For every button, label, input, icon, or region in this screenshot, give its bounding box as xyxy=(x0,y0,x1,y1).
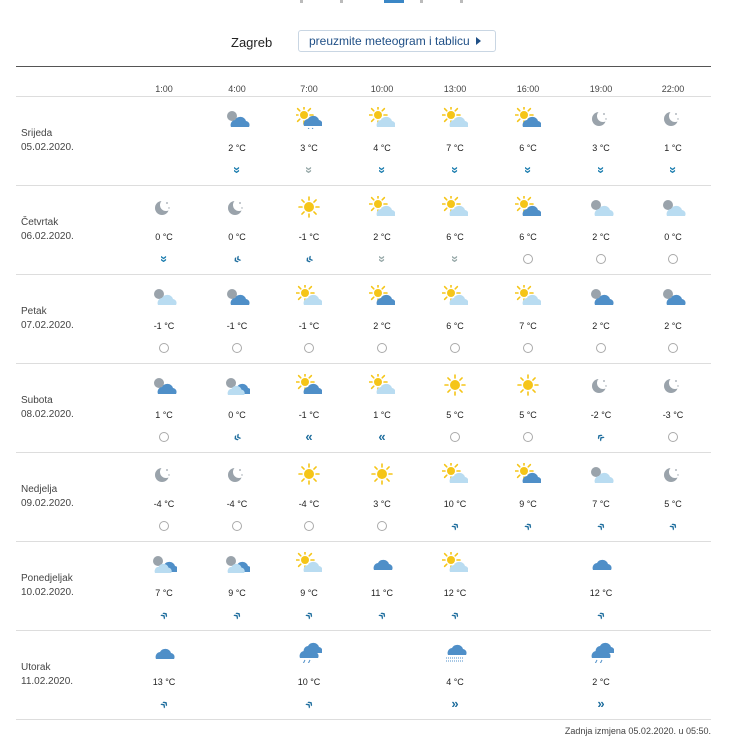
night-cloud-light-icon xyxy=(151,285,177,307)
temperature: 4 °C xyxy=(446,677,464,687)
wind-arrow-icon xyxy=(301,430,317,444)
temperature: 10 °C xyxy=(297,677,321,687)
moon-icon xyxy=(151,463,177,485)
temperature: 6 °C xyxy=(519,232,537,242)
calm-wind-icon xyxy=(520,341,536,355)
temperature: 3 °C xyxy=(373,499,391,509)
sun-cloud-light-icon xyxy=(442,285,468,307)
calm-wind-icon xyxy=(229,519,245,533)
wind-arrow-icon xyxy=(665,163,681,177)
moon-icon xyxy=(660,107,686,129)
forecast-cell xyxy=(648,631,698,719)
wind-arrow-icon xyxy=(665,519,681,533)
temperature: 6 °C xyxy=(446,232,464,242)
sun-cloud-light-icon xyxy=(442,196,468,218)
temperature: 10 °C xyxy=(443,499,467,509)
sun-cloud-icon xyxy=(515,463,541,485)
night-cloudy-light-icon xyxy=(224,374,250,396)
cloud-rain-icon xyxy=(296,641,322,663)
temperature: -3 °C xyxy=(662,410,684,420)
day-date: 06.02.2020. xyxy=(21,231,74,242)
wind-arrow-icon xyxy=(593,519,609,533)
wind-arrow-icon xyxy=(447,163,463,177)
wind-arrow-icon xyxy=(156,608,172,622)
calm-wind-icon xyxy=(520,252,536,266)
forecast-cell xyxy=(430,631,480,719)
hour-label: 16:00 xyxy=(516,84,540,94)
temperature: -4 °C xyxy=(226,499,248,509)
temperature: 1 °C xyxy=(664,143,682,153)
forecast-header xyxy=(0,30,731,54)
sun-cloud-light-icon xyxy=(369,107,395,129)
sun-cloud-light-icon xyxy=(515,285,541,307)
forecast-cell xyxy=(139,631,189,719)
temperature: 4 °C xyxy=(373,143,391,153)
sun-cloud-light-icon xyxy=(442,552,468,574)
calm-wind-icon xyxy=(665,430,681,444)
forecast-cell xyxy=(503,186,553,274)
day-label xyxy=(21,572,74,600)
night-cloud-light-icon xyxy=(588,196,614,218)
temperature: 2 °C xyxy=(228,143,246,153)
wind-arrow-icon xyxy=(374,608,390,622)
night-cloud-light-icon xyxy=(660,196,686,218)
calm-wind-icon xyxy=(374,341,390,355)
sun-cloud-drizzle-icon xyxy=(296,107,322,129)
forecast-cell xyxy=(284,453,334,541)
sun-icon xyxy=(369,463,395,485)
last-update-text: Zadnja izmjena 05.02.2020. u 05:50. xyxy=(564,726,711,736)
forecast-cell xyxy=(212,97,262,185)
sun-cloud-icon xyxy=(296,374,322,396)
moon-icon xyxy=(660,374,686,396)
temperature: 6 °C xyxy=(519,143,537,153)
forecast-cell xyxy=(648,542,698,630)
calm-wind-icon xyxy=(593,341,609,355)
forecast-cell xyxy=(648,364,698,452)
temperature: 1 °C xyxy=(155,410,173,420)
forecast-cell xyxy=(357,275,407,363)
calm-wind-icon xyxy=(665,341,681,355)
wind-arrow-icon xyxy=(229,430,245,444)
moon-icon xyxy=(588,107,614,129)
forecast-cell xyxy=(430,275,480,363)
sun-cloud-light-icon xyxy=(442,107,468,129)
forecast-cell xyxy=(576,97,626,185)
temperature: 12 °C xyxy=(443,588,467,598)
forecast-cell xyxy=(284,186,334,274)
temperature: 0 °C xyxy=(664,232,682,242)
hour-label: 4:00 xyxy=(228,84,246,94)
temperature: 2 °C xyxy=(373,321,391,331)
play-arrow-icon xyxy=(476,37,481,45)
sun-cloud-light-icon xyxy=(296,552,322,574)
calm-wind-icon xyxy=(301,341,317,355)
temperature: 6 °C xyxy=(446,321,464,331)
temperature: -1 °C xyxy=(226,321,248,331)
day-row xyxy=(16,186,711,275)
temperature: 3 °C xyxy=(300,143,318,153)
forecast-cell xyxy=(357,631,407,719)
temperature: 2 °C xyxy=(373,232,391,242)
hour-label: 1:00 xyxy=(155,84,173,94)
wind-arrow-icon xyxy=(301,697,317,711)
forecast-cell xyxy=(576,275,626,363)
temperature: 7 °C xyxy=(519,321,537,331)
day-date: 10.02.2020. xyxy=(21,587,74,598)
wind-arrow-icon xyxy=(374,430,390,444)
sun-cloud-light-icon xyxy=(369,196,395,218)
wind-arrow-icon xyxy=(374,252,390,266)
forecast-cell xyxy=(430,364,480,452)
forecast-cell xyxy=(139,364,189,452)
night-cloudy-icon xyxy=(660,285,686,307)
sun-cloud-icon xyxy=(515,107,541,129)
cloud-icon xyxy=(151,641,177,663)
forecast-cell xyxy=(284,631,334,719)
moon-icon xyxy=(151,196,177,218)
day-name: Ponedjeljak xyxy=(21,573,73,584)
forecast-cell xyxy=(139,542,189,630)
calm-wind-icon xyxy=(593,252,609,266)
temperature: 3 °C xyxy=(592,143,610,153)
temperature: 9 °C xyxy=(519,499,537,509)
night-cloudy-icon xyxy=(588,285,614,307)
forecast-cell xyxy=(576,631,626,719)
forecast-cell xyxy=(212,186,262,274)
calm-wind-icon xyxy=(520,430,536,444)
forecast-cell xyxy=(576,453,626,541)
forecast-cell xyxy=(139,453,189,541)
forecast-cell xyxy=(357,97,407,185)
temperature: -1 °C xyxy=(298,321,320,331)
forecast-cell xyxy=(212,453,262,541)
day-label xyxy=(21,127,74,155)
city-name: Zagreb xyxy=(231,35,273,50)
wind-arrow-icon xyxy=(301,163,317,177)
day-date: 11.02.2020. xyxy=(21,676,74,687)
forecast-cell xyxy=(503,275,553,363)
forecast-cell xyxy=(503,364,553,452)
forecast-cell xyxy=(284,364,334,452)
calm-wind-icon xyxy=(301,519,317,533)
forecast-cell xyxy=(430,542,480,630)
temperature: -4 °C xyxy=(298,499,320,509)
cloud-icon xyxy=(369,552,395,574)
temperature: 9 °C xyxy=(228,588,246,598)
forecast-cell xyxy=(576,542,626,630)
wind-arrow-icon xyxy=(229,252,245,266)
day-date: 09.02.2020. xyxy=(21,498,74,509)
day-date: 07.02.2020. xyxy=(21,320,74,331)
temperature: 0 °C xyxy=(228,410,246,420)
hour-label: 13:00 xyxy=(443,84,467,94)
calm-wind-icon xyxy=(665,252,681,266)
wind-arrow-icon xyxy=(447,519,463,533)
forecast-cell xyxy=(357,453,407,541)
forecast-cell xyxy=(357,186,407,274)
night-cloudy-icon xyxy=(224,285,250,307)
temperature: 13 °C xyxy=(152,677,176,687)
forecast-cell xyxy=(284,542,334,630)
temperature: -1 °C xyxy=(298,232,320,242)
night-cloudy-light-icon xyxy=(151,552,177,574)
forecast-cell xyxy=(576,364,626,452)
wind-arrow-icon xyxy=(593,697,609,711)
forecast-cell xyxy=(430,186,480,274)
temperature: 9 °C xyxy=(300,588,318,598)
temperature: -4 °C xyxy=(153,499,175,509)
moon-icon xyxy=(224,463,250,485)
hours-header-row xyxy=(16,67,711,97)
day-row xyxy=(16,542,711,631)
temperature: 0 °C xyxy=(228,232,246,242)
forecast-cell xyxy=(576,186,626,274)
wind-arrow-icon xyxy=(593,163,609,177)
wind-arrow-icon xyxy=(593,608,609,622)
wind-arrow-icon xyxy=(520,519,536,533)
night-cloudy-light-icon xyxy=(224,552,250,574)
day-row xyxy=(16,453,711,542)
forecast-cell xyxy=(503,453,553,541)
night-cloudy-icon xyxy=(224,107,250,129)
temperature: 0 °C xyxy=(155,232,173,242)
day-name: Nedjelja xyxy=(21,484,58,495)
temperature: -1 °C xyxy=(298,410,320,420)
forecast-cell xyxy=(648,275,698,363)
calm-wind-icon xyxy=(156,519,172,533)
temperature: 7 °C xyxy=(446,143,464,153)
day-label xyxy=(21,394,74,422)
day-row xyxy=(16,97,711,186)
wind-arrow-icon xyxy=(447,608,463,622)
wind-arrow-icon xyxy=(156,697,172,711)
wind-arrow-icon xyxy=(156,252,172,266)
wind-arrow-icon xyxy=(301,608,317,622)
forecast-cell xyxy=(139,186,189,274)
temperature: 2 °C xyxy=(664,321,682,331)
day-date: 05.02.2020. xyxy=(21,142,74,153)
forecast-cell xyxy=(212,275,262,363)
wind-arrow-icon xyxy=(520,163,536,177)
calm-wind-icon xyxy=(447,430,463,444)
forecast-cell xyxy=(648,453,698,541)
forecast-cell xyxy=(357,542,407,630)
forecast-cell xyxy=(503,631,553,719)
temperature: 5 °C xyxy=(664,499,682,509)
forecast-table xyxy=(16,66,711,720)
temperature: -1 °C xyxy=(153,321,175,331)
wind-arrow-icon xyxy=(447,252,463,266)
temperature: -2 °C xyxy=(590,410,612,420)
forecast-cell xyxy=(430,97,480,185)
day-row xyxy=(16,275,711,364)
hour-label: 22:00 xyxy=(661,84,685,94)
sun-icon xyxy=(296,196,322,218)
download-meteogram-button[interactable] xyxy=(298,30,496,52)
temperature: 7 °C xyxy=(155,588,173,598)
sun-icon xyxy=(296,463,322,485)
forecast-cell xyxy=(212,542,262,630)
sun-icon xyxy=(515,374,541,396)
forecast-cell xyxy=(139,275,189,363)
temperature: 11 °C xyxy=(371,588,393,598)
cloud-icon xyxy=(588,552,614,574)
wind-arrow-icon xyxy=(229,608,245,622)
day-date: 08.02.2020. xyxy=(21,409,74,420)
cloud-snow-icon xyxy=(442,641,468,663)
active-indicator xyxy=(384,0,404,3)
day-row xyxy=(16,631,711,720)
cloud-rain-icon xyxy=(588,641,614,663)
sun-cloud-icon xyxy=(369,285,395,307)
day-label xyxy=(21,661,73,689)
day-label xyxy=(21,305,74,333)
forecast-cell xyxy=(212,364,262,452)
calm-wind-icon xyxy=(156,430,172,444)
sun-cloud-icon xyxy=(515,196,541,218)
temperature: 7 °C xyxy=(592,499,610,509)
download-meteogram-label: preuzmite meteogram i tablicu xyxy=(309,34,470,48)
night-cloud-light-icon xyxy=(588,463,614,485)
day-row xyxy=(16,364,711,453)
day-label xyxy=(21,216,74,244)
days-container xyxy=(16,97,711,720)
temperature: 1 °C xyxy=(373,410,391,420)
sun-cloud-light-icon xyxy=(442,463,468,485)
calm-wind-icon xyxy=(229,341,245,355)
temperature: 2 °C xyxy=(592,232,610,242)
moon-icon xyxy=(224,196,250,218)
temperature: 2 °C xyxy=(592,677,610,687)
hour-label: 7:00 xyxy=(300,84,318,94)
sun-icon xyxy=(442,374,468,396)
forecast-cell xyxy=(648,97,698,185)
day-name: Četvrtak xyxy=(21,217,59,228)
forecast-cell xyxy=(503,97,553,185)
top-pager-fragment xyxy=(300,0,500,6)
calm-wind-icon xyxy=(156,341,172,355)
forecast-cell xyxy=(648,186,698,274)
forecast-cell xyxy=(284,275,334,363)
forecast-cell xyxy=(212,631,262,719)
wind-arrow-icon xyxy=(374,163,390,177)
wind-arrow-icon xyxy=(593,430,609,444)
day-name: Srijeda xyxy=(21,128,53,139)
night-cloudy-icon xyxy=(151,374,177,396)
wind-arrow-icon xyxy=(229,163,245,177)
wind-arrow-icon xyxy=(301,252,317,266)
sun-cloud-light-icon xyxy=(369,374,395,396)
calm-wind-icon xyxy=(374,519,390,533)
day-name: Petak xyxy=(21,306,47,317)
day-label xyxy=(21,483,74,511)
temperature: 5 °C xyxy=(519,410,537,420)
temperature: 12 °C xyxy=(589,588,613,598)
forecast-cell xyxy=(430,453,480,541)
wind-arrow-icon xyxy=(447,697,463,711)
moon-icon xyxy=(660,463,686,485)
forecast-cell xyxy=(139,97,189,185)
moon-icon xyxy=(588,374,614,396)
calm-wind-icon xyxy=(447,341,463,355)
temperature: 5 °C xyxy=(446,410,464,420)
day-name: Subota xyxy=(21,395,53,406)
forecast-cell xyxy=(357,364,407,452)
day-name: Utorak xyxy=(21,662,51,673)
forecast-cell xyxy=(284,97,334,185)
sun-cloud-light-icon xyxy=(296,285,322,307)
forecast-cell xyxy=(503,542,553,630)
temperature: 2 °C xyxy=(592,321,610,331)
hour-label: 19:00 xyxy=(589,84,613,94)
hour-label: 10:00 xyxy=(370,84,394,94)
